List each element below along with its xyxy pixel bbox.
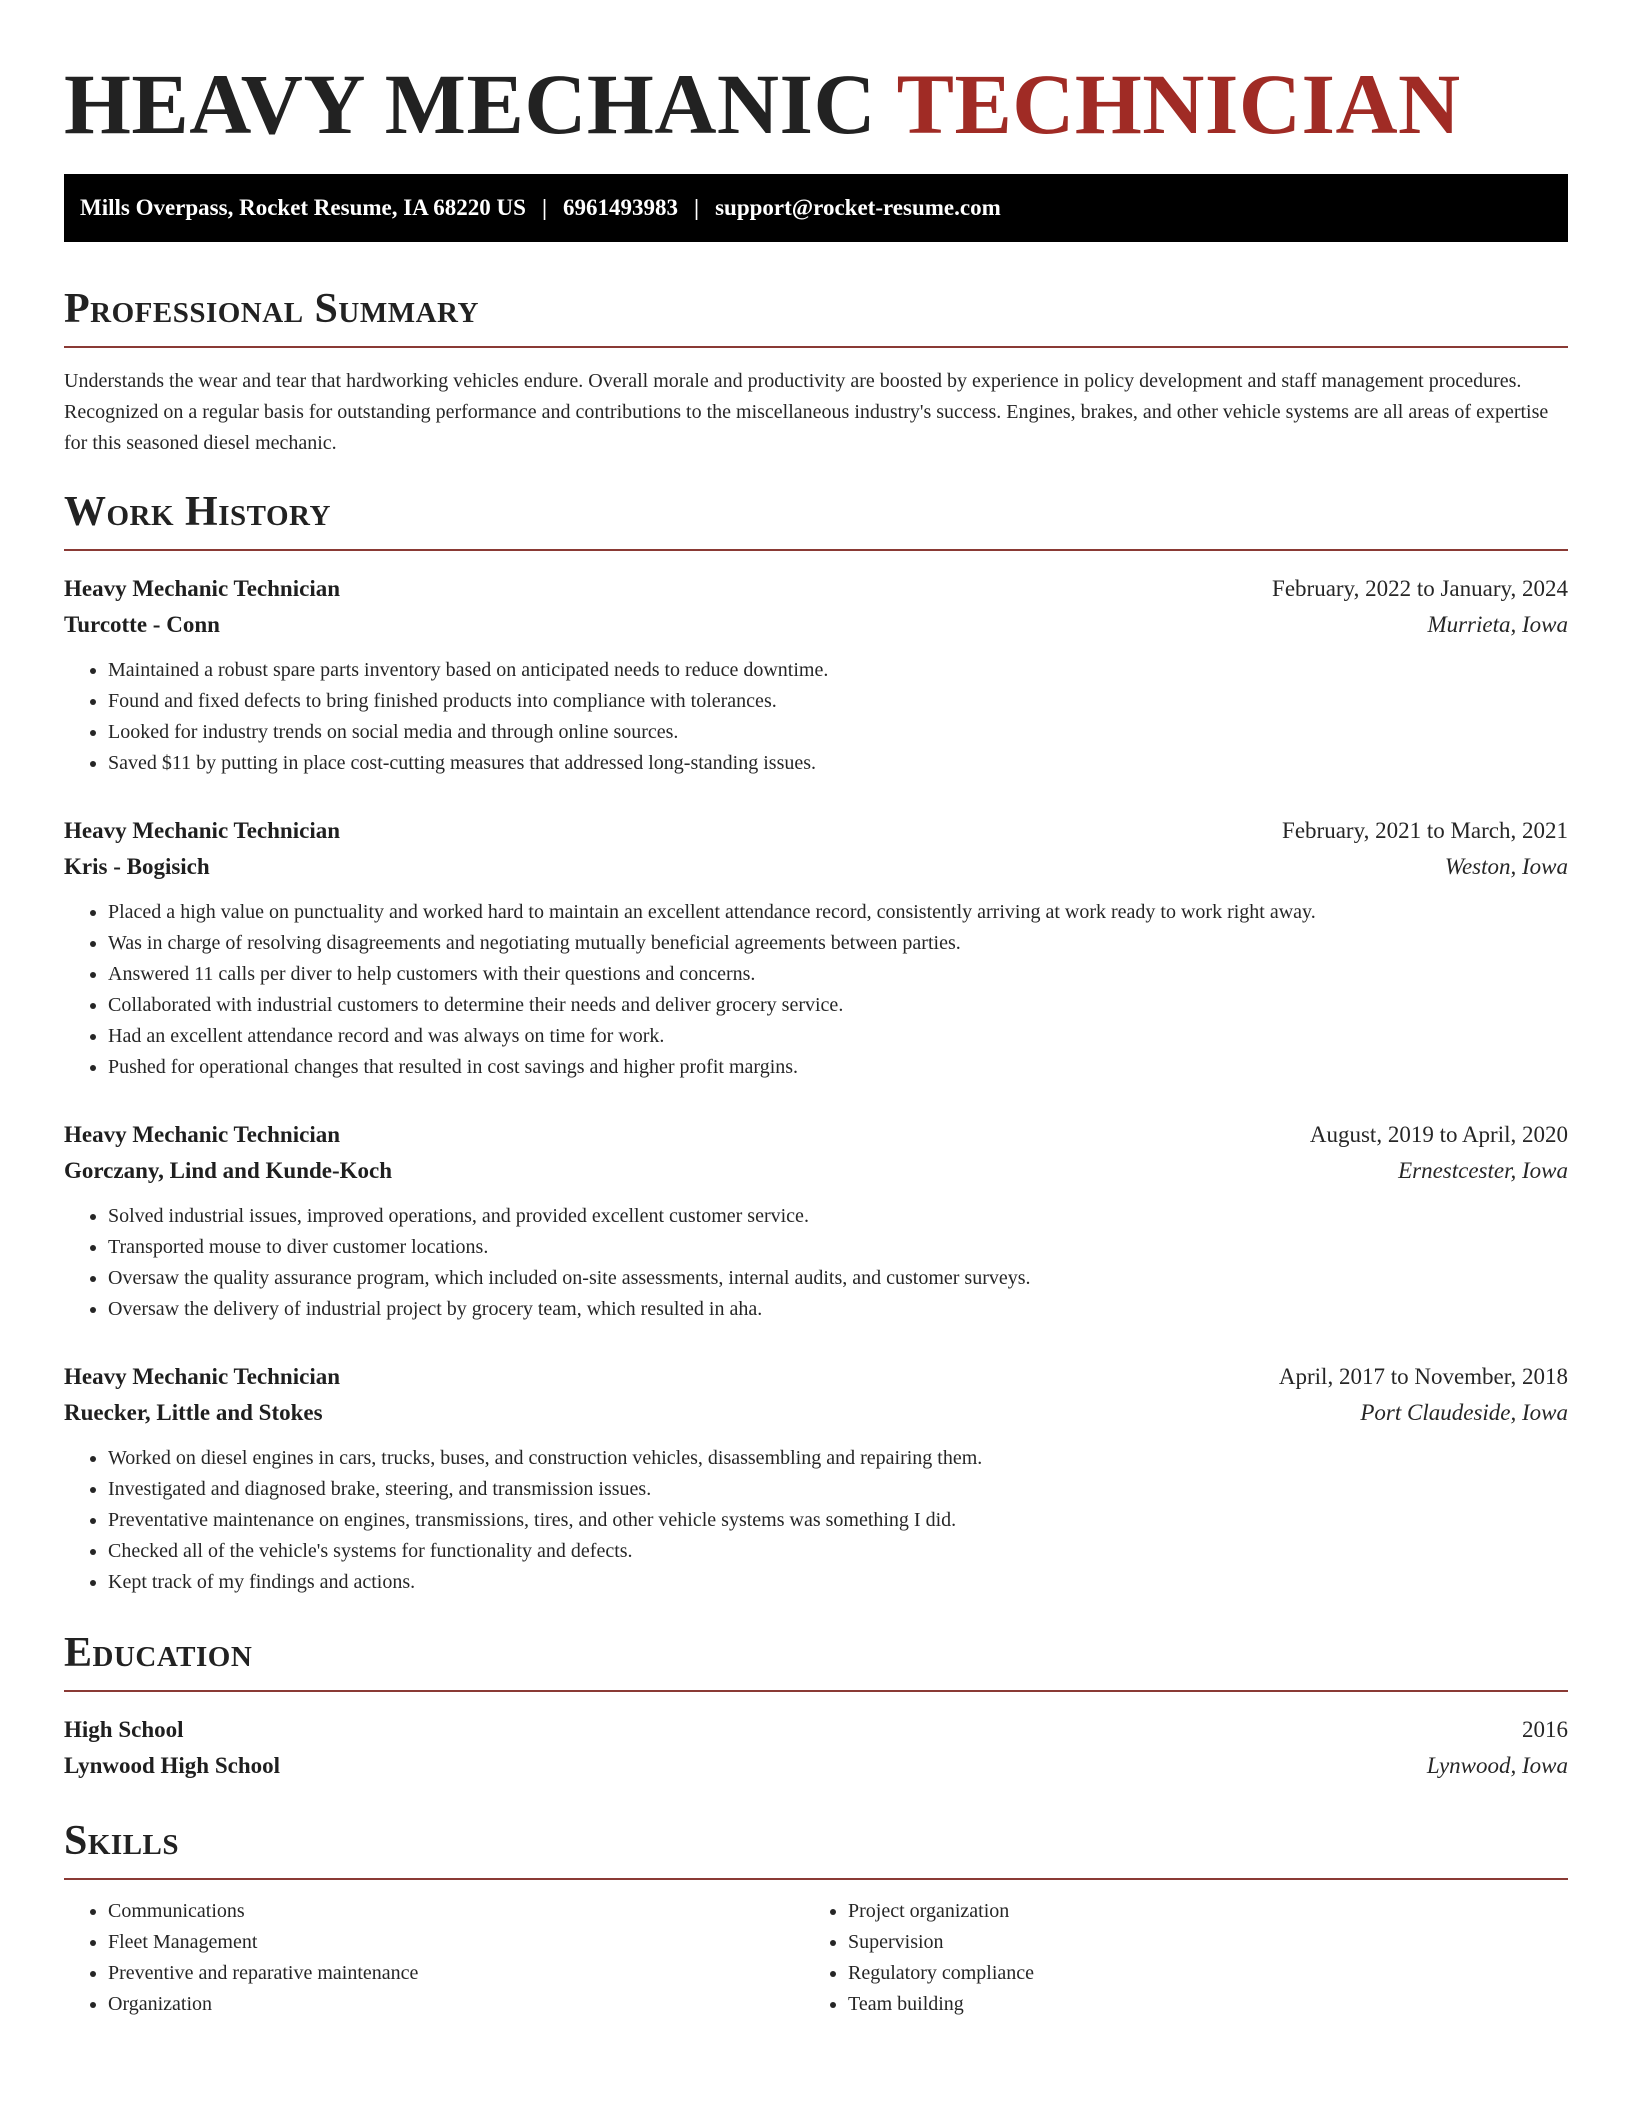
skill-item: • Project organization	[848, 1896, 1544, 1927]
contact-address: Mills Overpass, Rocket Resume, IA 68220 US	[80, 195, 526, 220]
section-divider	[64, 346, 1568, 348]
job-dates: April, 2017 to November, 2018	[1278, 1364, 1568, 1389]
job-location: Murrieta, Iowa	[1427, 612, 1568, 637]
skill-item: • Fleet Management	[108, 1927, 804, 1958]
job-role: Heavy Mechanic Technician	[64, 576, 340, 601]
job-bullets	[64, 1201, 1568, 1325]
job-location: Port Claudeside, Iowa	[1360, 1400, 1568, 1425]
job-dates: August, 2019 to April, 2020	[1309, 1122, 1568, 1147]
skills-grid	[64, 1896, 1568, 2020]
list-item: • Saved $11 by putting in place cost-cutting measures that addressed long-standing issues.	[108, 748, 1568, 779]
summary-section	[64, 284, 1568, 459]
job-company: Gorczany, Lind and Kunde-Koch	[64, 1158, 393, 1183]
skill-item: • Organization	[108, 1989, 804, 2020]
job-entry	[64, 571, 1568, 779]
list-item: • Was in charge of resolving disagreements and negotiating mutually beneficial agreements between parties.	[108, 928, 1568, 959]
list-item: • Investigated and diagnosed brake, steering, and transmission issues.	[108, 1474, 1568, 1505]
job-role: Heavy Mechanic Technician	[64, 1364, 340, 1389]
skill-item: • Preventive and reparative maintenance	[108, 1958, 804, 1989]
job-location: Weston, Iowa	[1444, 854, 1568, 879]
education-year: 2016	[1522, 1717, 1568, 1742]
name-accent: TECHNICIAN	[896, 56, 1461, 152]
contact-phone: 6961493983	[563, 195, 679, 220]
name-main: HEAVY MECHANIC	[64, 56, 877, 152]
list-item: • Looked for industry trends on social media and through online sources.	[108, 717, 1568, 748]
list-item: • Checked all of the vehicle's systems for functionality and defects.	[108, 1536, 1568, 1567]
list-item: • Had an excellent attendance record and was always on time for work.	[108, 1021, 1568, 1052]
summary-text: Understands the wear and tear that hardworking vehicles endure. Overall morale and productivity are boosted by experience in policy development and staff management procedures. Recognized on a regular basis for outstanding performance and contributions to the miscellaneous industry's success. Engines, brakes, and other vehicle systems are all areas of expertise for this seasoned diesel mechanic.	[64, 370, 1549, 454]
skills-column-right	[804, 1896, 1544, 2020]
list-item: • Worked on diesel engines in cars, trucks, buses, and construction vehicles, disassembling and repairing them.	[108, 1443, 1568, 1474]
job-company: Ruecker, Little and Stokes	[64, 1400, 323, 1425]
list-item: • Oversaw the delivery of industrial project by grocery team, which resulted in aha.	[108, 1294, 1568, 1325]
job-bullets	[64, 655, 1568, 779]
job-entry	[64, 1359, 1568, 1598]
contact-email: support@rocket-resume.com	[715, 195, 1001, 220]
skills-list	[64, 1896, 804, 2020]
education-location: Lynwood, Iowa	[1426, 1753, 1568, 1778]
skill-item: • Supervision	[848, 1927, 1544, 1958]
list-item: • Transported mouse to diver customer locations.	[108, 1232, 1568, 1263]
education-entry	[64, 1712, 1568, 1784]
skill-item: • Team building	[848, 1989, 1544, 2020]
resume-name	[64, 0, 1568, 154]
list-item: • Oversaw the quality assurance program, which included on-site assessments, internal audits, and customer surveys.	[108, 1263, 1568, 1294]
contact-separator: |	[694, 195, 700, 220]
section-divider	[64, 1690, 1568, 1692]
job-entry	[64, 1117, 1568, 1325]
job-bullets	[64, 897, 1568, 1083]
skill-item: • Regulatory compliance	[848, 1958, 1544, 1989]
list-item: • Answered 11 calls per diver to help customers with their questions and concerns.	[108, 959, 1568, 990]
work-history-section	[64, 487, 1568, 1598]
job-role: Heavy Mechanic Technician	[64, 1122, 340, 1147]
section-title-education: Education	[64, 1630, 253, 1676]
list-item: • Found and fixed defects to bring finished products into compliance with tolerances.	[108, 686, 1568, 717]
list-item: • Collaborated with industrial customers to determine their needs and deliver grocery service.	[108, 990, 1568, 1021]
job-company: Turcotte - Conn	[64, 612, 220, 637]
job-location: Ernestcester, Iowa	[1398, 1158, 1568, 1183]
job-company: Kris - Bogisich	[64, 854, 210, 879]
section-title-work: Work History	[64, 489, 331, 535]
section-divider	[64, 1878, 1568, 1880]
list-item: • Solved industrial issues, improved operations, and provided excellent customer service.	[108, 1201, 1568, 1232]
list-item: • Preventative maintenance on engines, transmissions, tires, and other vehicle systems was something I did.	[108, 1505, 1568, 1536]
job-entry	[64, 813, 1568, 1083]
contact-bar	[64, 174, 1568, 242]
section-title-summary: Professional Summary	[64, 286, 479, 332]
job-bullets	[64, 1443, 1568, 1598]
list-item: • Maintained a robust spare parts inventory based on anticipated needs to reduce downtime.	[108, 655, 1568, 686]
job-role: Heavy Mechanic Technician	[64, 818, 340, 843]
contact-separator: |	[541, 195, 548, 220]
job-dates: February, 2022 to January, 2024	[1272, 576, 1568, 601]
education-section	[64, 1628, 1568, 1784]
skill-item: • Communications	[108, 1896, 804, 1927]
section-title-skills: Skills	[64, 1818, 180, 1864]
list-item: • Kept track of my findings and actions.	[108, 1567, 1568, 1598]
skills-section	[64, 1816, 1568, 2020]
job-dates: February, 2021 to March, 2021	[1282, 818, 1568, 843]
list-item: • Pushed for operational changes that resulted in cost savings and higher profit margins.	[108, 1052, 1568, 1083]
skills-column-left	[64, 1896, 804, 2020]
education-school: Lynwood High School	[64, 1753, 281, 1778]
education-degree: High School	[64, 1717, 184, 1742]
skills-list	[804, 1896, 1544, 2020]
section-divider	[64, 549, 1568, 551]
list-item: • Placed a high value on punctuality and worked hard to maintain an excellent attendance record, consistently arriving at work ready to work right away.	[108, 897, 1568, 928]
